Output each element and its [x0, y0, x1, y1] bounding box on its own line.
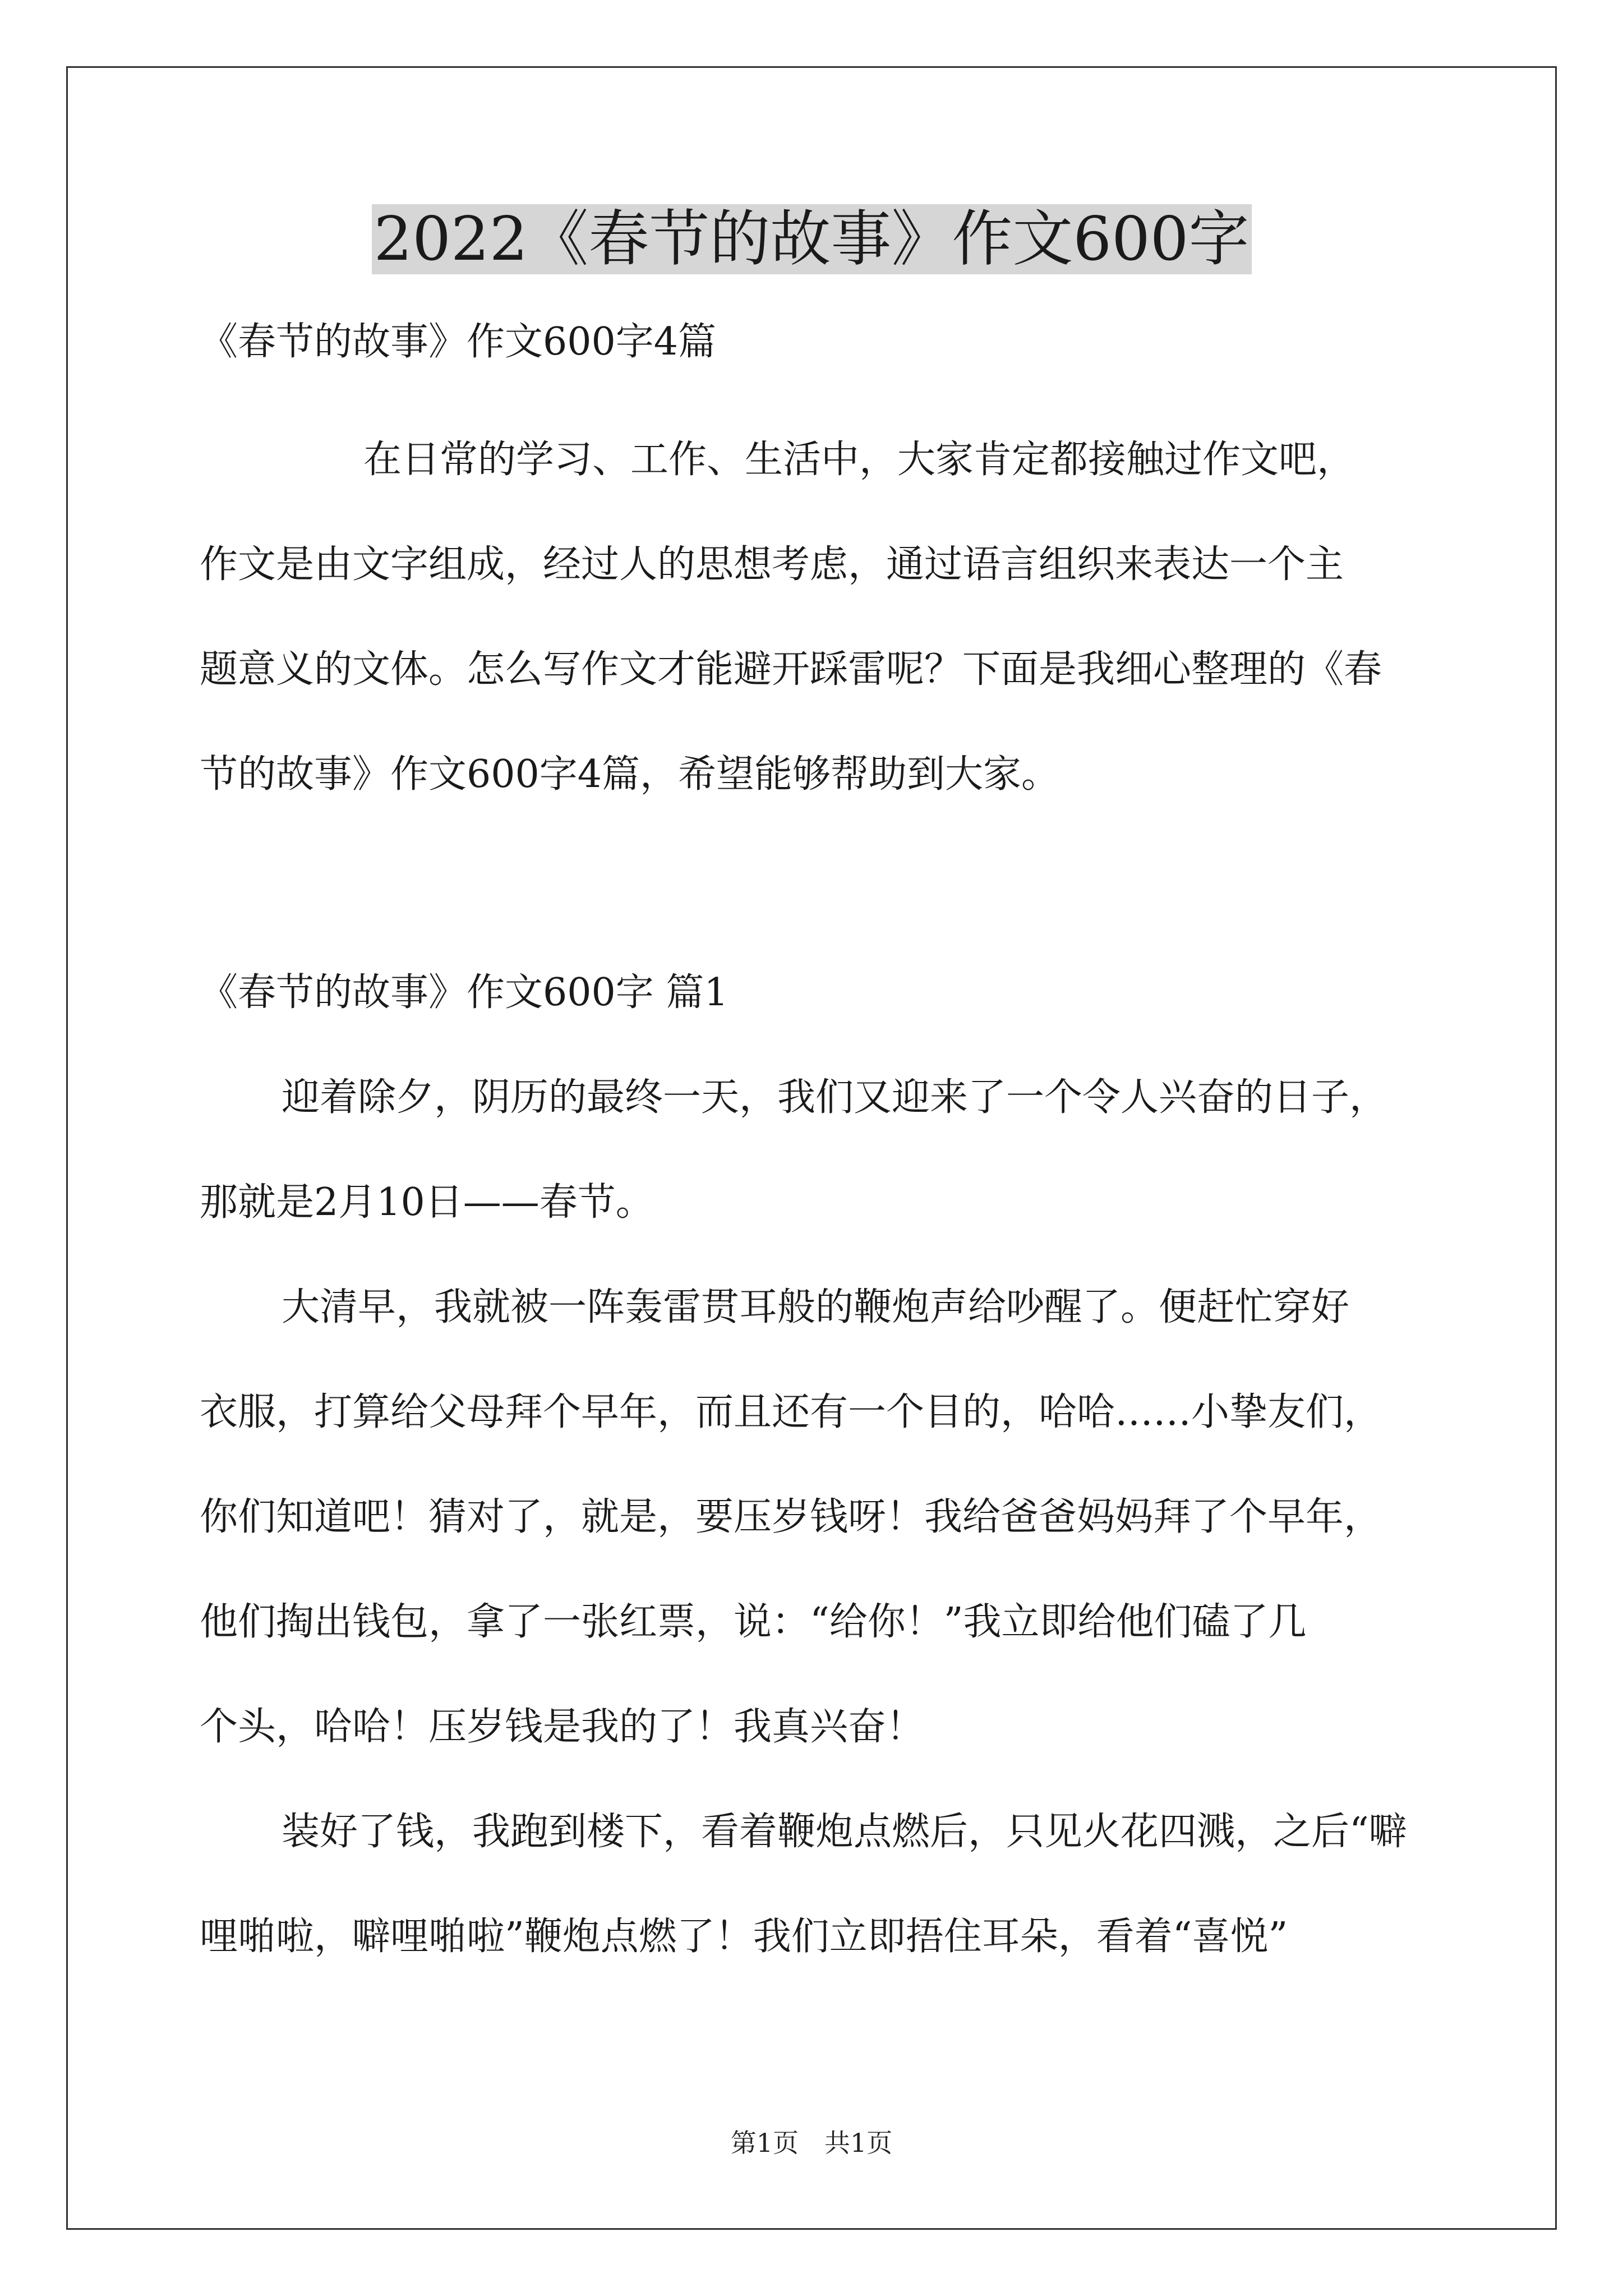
document-title-text: 2022《春节的故事》作文600字: [372, 204, 1252, 274]
body-line: 个头，哈哈！压岁钱是我的了！我真兴奋！: [200, 1705, 925, 1749]
body-line: 衣服，打算给父母拜个早年，而且还有一个目的，哈哈……小挚友们，: [200, 1390, 1382, 1434]
intro-line: 在日常的学习、工作、生活中，大家肯定都接触过作文吧，: [363, 438, 1355, 482]
body-line: 大清早，我就被一阵轰雷贯耳般的鞭炮声给吵醒了。便赶忙穿好: [282, 1285, 1350, 1329]
document-title: [0, 197, 1623, 282]
body-line: 你们知道吧！猜对了，就是，要压岁钱呀！我给爸爸妈妈拜了个早年，: [200, 1495, 1382, 1539]
page-footer: 第1页 共1页: [730, 2128, 893, 2158]
section-heading: 《春节的故事》作文600字 篇1: [200, 970, 728, 1015]
body-line: 那就是2月10日——春节。: [200, 1180, 654, 1225]
body-line: 哩啪啦，噼哩啪啦”鞭炮点燃了！我们立即捂住耳朵，看着“喜悦”: [200, 1915, 1288, 1959]
intro-line: 作文是由文字组成，经过人的思想考虑，通过语言组织来表达一个主: [200, 542, 1344, 587]
page-border: [66, 66, 1557, 2230]
body-line: 迎着除夕，阴历的最终一天，我们又迎来了一个令人兴奋的日子，: [282, 1075, 1388, 1120]
body-line: 他们掏出钱包，拿了一张红票，说：“给你！”我立即给他们磕了几: [200, 1600, 1307, 1644]
subtitle: 《春节的故事》作文600字4篇: [200, 320, 717, 364]
intro-line: 题意义的文体。怎么写作文才能避开踩雷呢？下面是我细心整理的《春: [200, 647, 1382, 692]
intro-line: 节的故事》作文600字4篇，希望能够帮助到大家。: [200, 752, 1060, 797]
body-line: 装好了钱，我跑到楼下，看着鞭炮点燃后，只见火花四溅，之后“噼: [282, 1810, 1407, 1854]
